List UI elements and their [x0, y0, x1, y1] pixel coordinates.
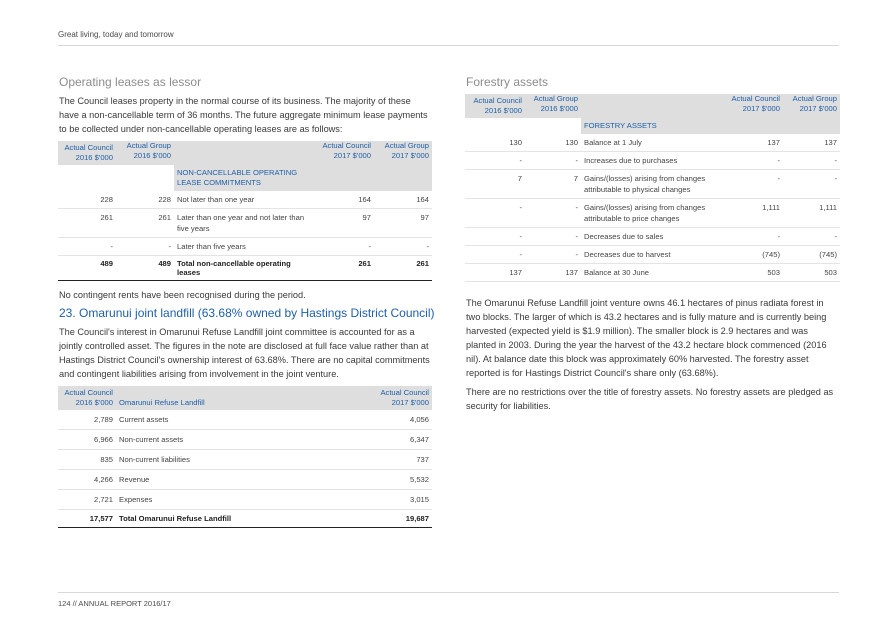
cell: -: [525, 246, 581, 264]
row-label: Later than five years: [174, 238, 314, 256]
table-row: [58, 410, 432, 430]
col-header: Actual Council 2017 $'000: [314, 141, 374, 165]
landfill-title: 23. Omarunui joint landfill (63.68% owned by Hastings District Council): [59, 306, 435, 320]
col-header: Actual Council 2016 $'000: [465, 94, 525, 118]
row-label: Decreases due to harvest: [581, 246, 721, 264]
forestry-table-header: [465, 94, 840, 118]
page-footer: 124 // ANNUAL REPORT 2016/17: [58, 599, 171, 608]
table-row: [58, 238, 432, 256]
leases-table-header: [58, 141, 432, 165]
col-header: Actual Council 2017 $'000: [366, 386, 432, 410]
cell: 1,111: [721, 199, 783, 228]
cell: 164: [314, 191, 374, 209]
cell: 7: [465, 170, 525, 199]
cell: 489: [58, 256, 116, 281]
cell: 137: [721, 134, 783, 152]
row-label: Increases due to purchases: [581, 152, 721, 170]
footer-divider: [58, 592, 839, 593]
forestry-table: [465, 94, 840, 282]
row-label: Non-current assets: [116, 430, 366, 450]
cell: -: [783, 228, 840, 246]
leases-title: Operating leases as lessor: [59, 75, 202, 89]
col-header: Actual Group 2016 $'000: [525, 94, 581, 118]
contingent-rents-note: No contingent rents have been recognised during the period.: [59, 290, 306, 300]
cell: 4,266: [58, 470, 116, 490]
cell: 17,577: [58, 510, 116, 528]
table-row: [465, 199, 840, 228]
cell: -: [721, 228, 783, 246]
row-label: Non-current liabilities: [116, 450, 366, 470]
cell: 2,721: [58, 490, 116, 510]
row-label: Balance at 1 July: [581, 134, 721, 152]
cell: -: [783, 170, 840, 199]
cell: -: [374, 238, 432, 256]
cell: -: [465, 228, 525, 246]
table-row: [465, 152, 840, 170]
table-row: [58, 470, 432, 490]
col-header: Actual Council 2016 $'000: [58, 141, 116, 165]
cell: -: [58, 238, 116, 256]
cell: 835: [58, 450, 116, 470]
forestry-paragraph-2: There are no restrictions over the title of forestry assets. No forestry assets are pledged as security for liabilities.: [466, 387, 834, 411]
cell: -: [465, 152, 525, 170]
forestry-title: Forestry assets: [466, 75, 549, 89]
cell: 228: [116, 191, 174, 209]
section-label: FORESTRY ASSETS: [581, 118, 721, 134]
cell: -: [465, 246, 525, 264]
cell: 7: [525, 170, 581, 199]
cell: 228: [58, 191, 116, 209]
table-row: [58, 450, 432, 470]
row-label: Later than one year and not later than five years: [174, 209, 314, 238]
header-divider: [58, 45, 839, 46]
total-row: [58, 510, 432, 528]
cell: -: [525, 152, 581, 170]
landfill-table: [58, 386, 432, 528]
cell: -: [721, 152, 783, 170]
cell: 1,111: [783, 199, 840, 228]
row-label: Not later than one year: [174, 191, 314, 209]
total-row: [58, 256, 432, 281]
cell: 503: [783, 264, 840, 282]
col-header: Actual Council 2017 $'000: [721, 94, 783, 118]
cell: 3,015: [366, 490, 432, 510]
cell: -: [314, 238, 374, 256]
table-row: [465, 134, 840, 152]
forestry-paragraph-1: The Omarunui Refuse Landfill joint venture owns 46.1 hectares of pinus radiata forest in two blocks. The larger of which is 43.2 hectares and is fully mature and is currently being harvested (expected yield is $1.9 million). The smaller block is 2.9 hectares and was planted in 2003. During the year the harvest of the 43.2 hectare block commenced (2016 nil). At balance date this block was approximately 60% harvested. The forestry asset reported is for Hastings District Council's share only (63.68%).: [466, 298, 827, 378]
cell: 6,966: [58, 430, 116, 450]
section-label: NON-CANCELLABLE OPERATING LEASE COMMITMENTS: [174, 165, 314, 191]
cell: 137: [525, 264, 581, 282]
row-label: Decreases due to sales: [581, 228, 721, 246]
cell: -: [525, 228, 581, 246]
cell: 261: [314, 256, 374, 281]
cell: (745): [783, 246, 840, 264]
cell: 489: [116, 256, 174, 281]
cell: 737: [366, 450, 432, 470]
leases-paragraph: The Council leases property in the normal course of its business. The majority of these have a non-cancellable term of 36 months. The future aggregate minimum lease payments to be collected under non-cancellable operating leases are as follows:: [59, 96, 428, 134]
page-header-tagline: Great living, today and tomorrow: [58, 30, 174, 39]
cell: 261: [374, 256, 432, 281]
row-label: Gains/(losses) arising from changes attributable to price changes: [581, 199, 721, 228]
row-label: Total Omarunui Refuse Landfill: [116, 510, 366, 528]
cell: 4,056: [366, 410, 432, 430]
landfill-table-header: [58, 386, 432, 410]
cell: 261: [58, 209, 116, 238]
table-row: [58, 490, 432, 510]
cell: -: [465, 199, 525, 228]
table-row: [465, 264, 840, 282]
cell: 19,687: [366, 510, 432, 528]
col-header: Actual Council 2016 $'000: [58, 386, 116, 410]
row-label: Gains/(losses) arising from changes attributable to physical changes: [581, 170, 721, 199]
landfill-paragraph: The Council's interest in Omarunui Refuse Landfill joint committee is accounted for as a jointly controlled asset. The figures in the note are disclosed at full face value rather than at Hastings District Council's ownership interest of 63.68%. There are no capital commitments and contingent liabilities arising from involvement in the joint venture.: [59, 327, 430, 379]
cell: -: [116, 238, 174, 256]
table-row: [465, 170, 840, 199]
row-label: Current assets: [116, 410, 366, 430]
cell: 261: [116, 209, 174, 238]
table-row: [465, 228, 840, 246]
cell: 2,789: [58, 410, 116, 430]
cell: -: [783, 152, 840, 170]
cell: 5,532: [366, 470, 432, 490]
cell: 130: [465, 134, 525, 152]
cell: 503: [721, 264, 783, 282]
table-row: [58, 191, 432, 209]
cell: 97: [374, 209, 432, 238]
row-label: Balance at 30 June: [581, 264, 721, 282]
cell: 137: [465, 264, 525, 282]
leases-table: [58, 141, 432, 281]
cell: 97: [314, 209, 374, 238]
cell: 137: [783, 134, 840, 152]
cell: 130: [525, 134, 581, 152]
cell: 164: [374, 191, 432, 209]
cell: -: [721, 170, 783, 199]
table-row: [58, 209, 432, 238]
table-row: [465, 246, 840, 264]
row-label: Total non-cancellable operating leases: [174, 256, 314, 281]
row-label: Revenue: [116, 470, 366, 490]
col-header: Actual Group 2017 $'000: [374, 141, 432, 165]
row-label: Expenses: [116, 490, 366, 510]
cell: (745): [721, 246, 783, 264]
cell: -: [525, 199, 581, 228]
cell: 6,347: [366, 430, 432, 450]
col-header: Omarunui Refuse Landfill: [116, 386, 366, 410]
col-header: Actual Group 2016 $'000: [116, 141, 174, 165]
table-row: [58, 430, 432, 450]
col-header: Actual Group 2017 $'000: [783, 94, 840, 118]
